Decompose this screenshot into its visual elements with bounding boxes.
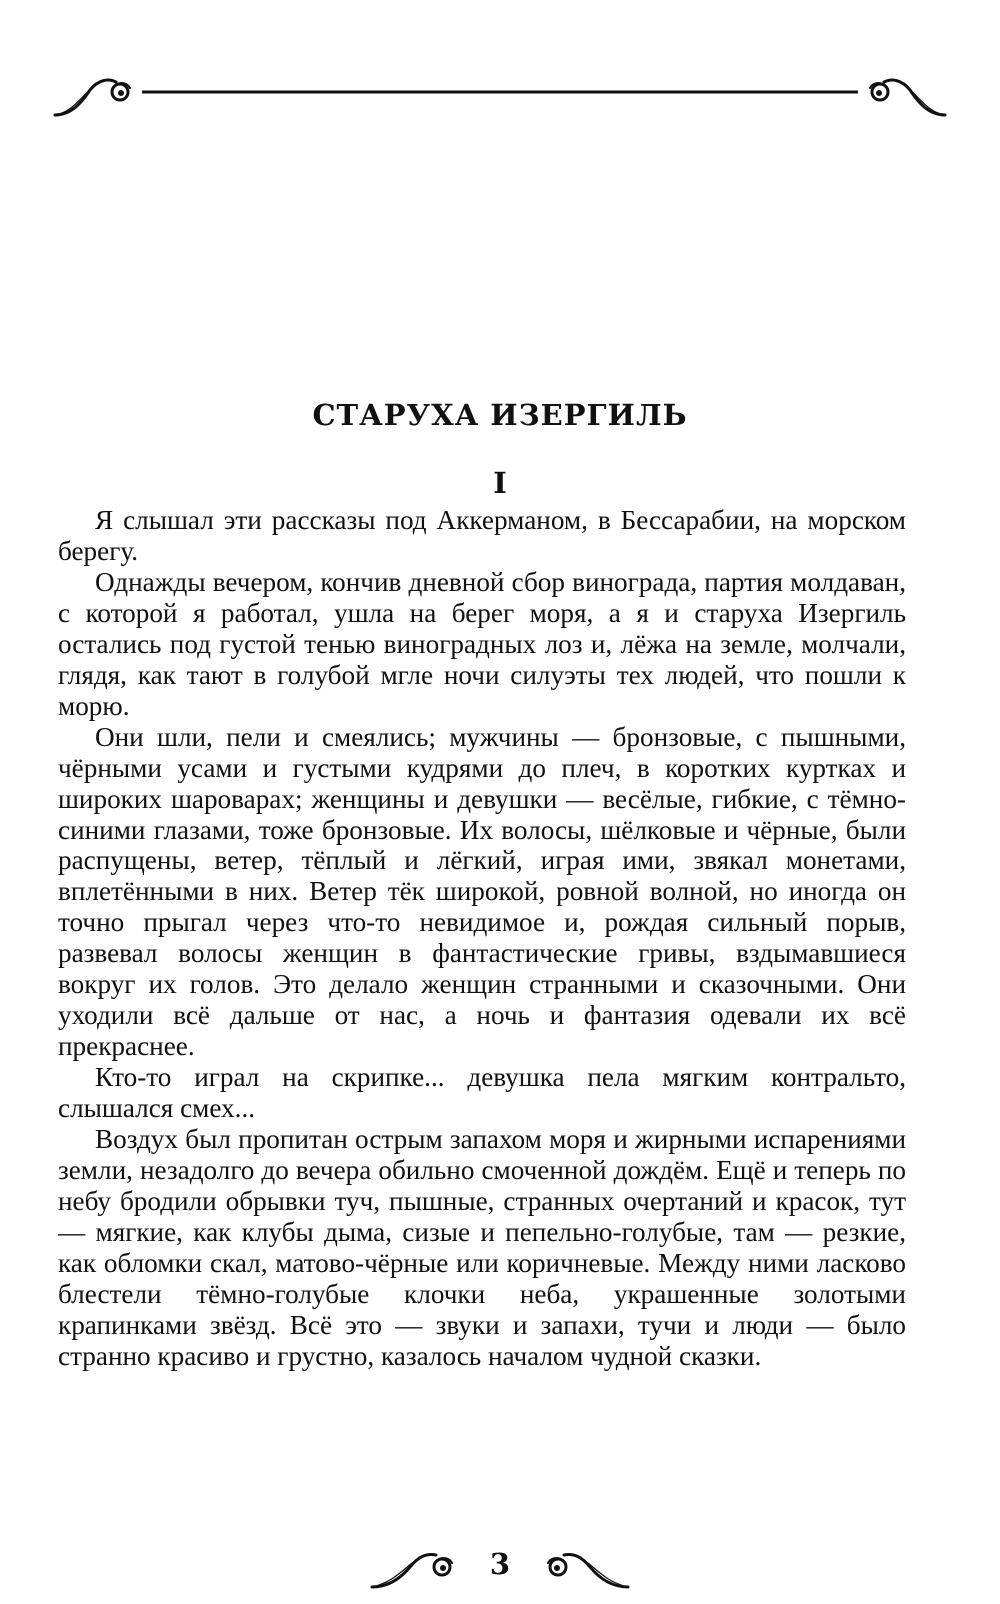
top-ornament-rule: [50, 70, 950, 130]
paragraph: Я слышал эти рассказы под Аккерманом, в Бессарабии, на морском берегу.: [58, 505, 906, 566]
paragraph: Они шли, пели и смеялись; мужчины — бронзовые, с пышными, чёрными усами и густыми кудрями до плеч, в коротких куртках и широких шароварах; женщины и девушки — весёлые, гибкие, с тёмно-синими глазами, тоже бронзовые. Их волосы, шёлковые и чёрные, были распущены, ветер, тёплый и лёгкий, играя ими, звякал монетами, вплетёнными в них. Ветер тёк широкой, ровной волной, но иногда он точно прыгал через что-то невидимое и, рождая сильный порыв, развевал волосы женщин в фантастические гривы, вздымавшиеся вокруг их голов. Это делало женщин странными и сказочными. Они уходили всё дальше от нас, а ночь и фантазия одевали их всё прекраснее.: [58, 721, 906, 1062]
paragraph: Кто-то играл на скрипке... девушка пела мягким контральто, слышался смех...: [58, 1062, 906, 1124]
right-scroll-flourish-icon: [870, 80, 945, 115]
page-number: 3: [489, 1547, 511, 1581]
story-title: СТАРУХА ИЗЕРГИЛЬ: [312, 398, 688, 432]
story-text: [58, 505, 906, 1372]
paragraph: Однажды вечером, кончив дневной сбор винограда, партия молдаван, с которой я работал, ушла на берег моря, а я и старуха Изергиль остались под густой тенью виноградных лоз и, лёжа на земле, молчали, глядя, как тают в голубой мгле ночи силуэты тех людей, что пошли к морю.: [58, 566, 906, 721]
page-footer: [370, 1535, 630, 1595]
chapter-number: I: [493, 466, 507, 500]
left-scroll-flourish-icon: [55, 80, 130, 115]
paragraph: Воздух был пропитан острым запахом моря и жирными испарениями земли, незадолго до вечера обильно смоченной дождём. Ещё и теперь по небу бродили обрывки туч, пышные, странных очертаний и красок, тут — мягкие, как клубы дыма, сизые и пепельно-голубые, там — резкие, как обломки скал, матово-чёрные или коричневые. Между ними ласково блестели тёмно-голубые клочки неба, украшенные золотыми крапинками звёзд. Всё это — звуки и запахи, тучи и люди — было странно красиво и грустно, казалось началом чудной сказки.: [58, 1124, 906, 1371]
